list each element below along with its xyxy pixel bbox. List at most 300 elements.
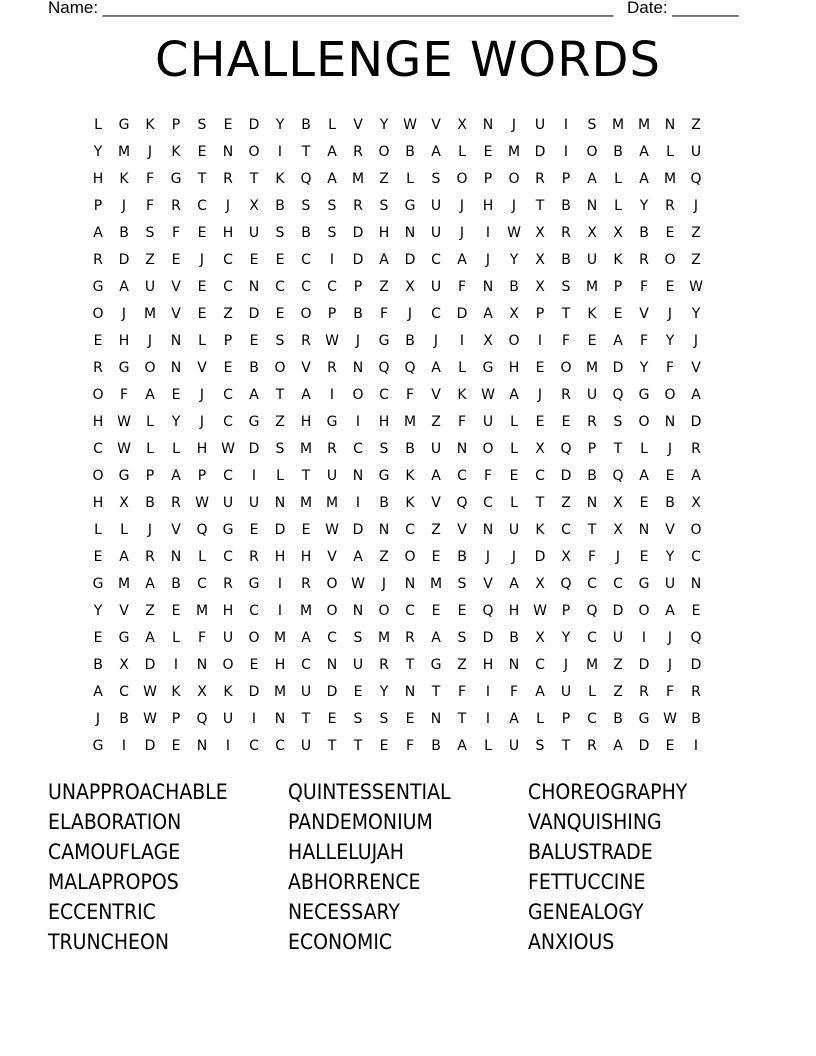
grid-letter: R [561, 225, 571, 241]
grid-row [85, 274, 709, 301]
grid-letter: S [353, 630, 363, 646]
grid-letter: U [222, 630, 234, 646]
grid-row [85, 166, 709, 193]
grid-letter: I [355, 495, 361, 511]
grid-letter: F [587, 549, 597, 565]
grid-letter: E [275, 252, 285, 268]
grid-letter: S [379, 198, 389, 214]
grid-letter: A [119, 549, 129, 565]
grid-letter: G [482, 360, 494, 376]
grid-letter: U [664, 576, 676, 592]
grid-letter: R [535, 171, 545, 187]
grid-letter: Z [379, 279, 389, 295]
grid-letter: A [431, 630, 441, 646]
grid-letter: L [614, 171, 622, 187]
grid-letter: I [329, 252, 335, 268]
grid-letter: G [92, 576, 104, 592]
grid-letter: D [326, 684, 338, 700]
grid-letter: E [171, 252, 181, 268]
grid-letter: Z [691, 117, 701, 133]
grid-letter: C [613, 576, 623, 592]
grid-letter: O [508, 333, 520, 349]
grid-letter: Y [93, 603, 103, 619]
grid-letter: H [222, 603, 234, 619]
grid-letter: R [171, 495, 181, 511]
grid-letter: E [509, 468, 519, 484]
grid-letter: Z [431, 522, 441, 538]
grid-letter: A [145, 630, 155, 646]
grid-letter: I [355, 414, 361, 430]
grid-letter: U [326, 468, 338, 484]
grid-letter: J [199, 387, 205, 403]
grid-letter: F [457, 279, 467, 295]
grid-letter: Y [639, 360, 649, 376]
grid-letter: N [170, 549, 182, 565]
grid-letter: E [535, 414, 545, 430]
grid-letter: N [274, 711, 286, 727]
grid-row [85, 463, 709, 490]
grid-letter: D [248, 117, 260, 133]
grid-letter: B [561, 252, 571, 268]
grid-letter: J [667, 630, 673, 646]
grid-letter: E [249, 252, 259, 268]
grid-letter: J [511, 117, 517, 133]
grid-letter: E [613, 306, 623, 322]
word-bank-item: ABHORRENCE [288, 870, 421, 894]
word-bank-item: TRUNCHEON [48, 930, 170, 954]
grid-letter: L [172, 441, 180, 457]
grid-letter: S [353, 711, 363, 727]
grid-letter: B [171, 576, 181, 592]
grid-letter: L [146, 441, 154, 457]
grid-letter: P [561, 171, 571, 187]
grid-letter: N [404, 684, 416, 700]
grid-letter: S [561, 279, 571, 295]
grid-letter: C [249, 738, 259, 754]
grid-letter: Z [431, 414, 441, 430]
grid-letter: C [587, 576, 597, 592]
grid-letter: A [457, 252, 467, 268]
grid-letter: O [92, 306, 104, 322]
grid-letter: A [119, 279, 129, 295]
grid-letter: M [585, 360, 599, 376]
grid-letter: S [535, 738, 545, 754]
grid-letter: N [664, 414, 676, 430]
word-bank-item: ELABORATION [48, 810, 182, 834]
grid-letter: E [561, 414, 571, 430]
grid-letter: X [535, 630, 545, 646]
grid-letter: N [482, 522, 494, 538]
grid-letter: Y [691, 306, 701, 322]
grid-letter: I [225, 738, 231, 754]
grid-letter: W [507, 225, 521, 241]
grid-letter: P [353, 279, 363, 295]
word-bank-item: NECESSARY [288, 900, 400, 924]
grid-letter: T [301, 468, 311, 484]
grid-letter: P [561, 711, 571, 727]
grid-letter: C [223, 252, 233, 268]
grid-letter: N [352, 360, 364, 376]
grid-letter: S [301, 198, 311, 214]
grid-letter: L [120, 522, 128, 538]
grid-letter: P [223, 333, 233, 349]
grid-letter: P [171, 117, 181, 133]
grid-letter: V [171, 306, 181, 322]
grid-letter: N [352, 603, 364, 619]
grid-letter: N [378, 522, 390, 538]
grid-letter: U [248, 225, 260, 241]
grid-letter: E [353, 684, 363, 700]
grid-letter: Z [275, 414, 285, 430]
grid-letter: S [197, 117, 207, 133]
grid-letter: F [665, 684, 675, 700]
grid-letter: I [121, 738, 127, 754]
grid-letter: M [585, 657, 599, 673]
grid-letter: H [300, 549, 312, 565]
grid-letter: B [275, 198, 285, 214]
grid-row [85, 409, 709, 436]
grid-letter: D [534, 549, 546, 565]
grid-letter: D [404, 252, 416, 268]
grid-letter: A [457, 738, 467, 754]
grid-letter: E [93, 549, 103, 565]
grid-letter: X [119, 495, 129, 511]
grid-letter: R [301, 576, 311, 592]
grid-letter: N [196, 738, 208, 754]
grid-letter: B [431, 738, 441, 754]
grid-letter: H [92, 171, 104, 187]
grid-row [85, 193, 709, 220]
grid-letter: U [222, 495, 234, 511]
grid-letter: I [251, 468, 257, 484]
grid-letter: W [143, 711, 157, 727]
grid-letter: C [223, 279, 233, 295]
grid-letter: I [485, 225, 491, 241]
grid-letter: E [171, 603, 181, 619]
grid-letter: N [482, 117, 494, 133]
grid-letter: N [482, 279, 494, 295]
grid-letter: O [326, 603, 338, 619]
grid-letter: Z [561, 495, 571, 511]
grid-letter: R [379, 657, 389, 673]
grid-letter: M [273, 630, 287, 646]
grid-letter: A [639, 468, 649, 484]
grid-letter: T [587, 522, 597, 538]
grid-letter: Q [560, 576, 572, 592]
grid-letter: J [511, 549, 517, 565]
grid-letter: C [483, 495, 493, 511]
grid-letter: P [613, 279, 623, 295]
grid-letter: C [249, 603, 259, 619]
grid-letter: L [510, 495, 518, 511]
grid-letter: M [117, 576, 131, 592]
grid-letter: M [299, 441, 313, 457]
grid-letter: H [508, 360, 520, 376]
grid-letter: N [222, 144, 234, 160]
grid-letter: L [146, 414, 154, 430]
name-field-line: Name: ______________________________________________________ [48, 0, 614, 17]
grid-letter: C [223, 414, 233, 430]
grid-letter: D [248, 684, 260, 700]
grid-letter: R [171, 198, 181, 214]
grid-letter: A [509, 711, 519, 727]
grid-letter: Y [379, 684, 389, 700]
grid-letter: E [587, 333, 597, 349]
grid-letter: N [664, 117, 676, 133]
grid-letter: J [121, 198, 127, 214]
grid-letter: R [353, 144, 363, 160]
grid-letter: O [248, 630, 260, 646]
grid-letter: A [509, 576, 519, 592]
grid-letter: O [560, 360, 572, 376]
grid-letter: C [223, 549, 233, 565]
grid-letter: L [458, 144, 466, 160]
grid-letter: B [145, 495, 155, 511]
grid-letter: H [118, 333, 130, 349]
grid-letter: L [94, 522, 102, 538]
grid-letter: F [665, 360, 675, 376]
grid-letter: C [353, 441, 363, 457]
grid-letter: L [458, 360, 466, 376]
grid-letter: E [171, 387, 181, 403]
grid-letter: B [353, 306, 363, 322]
grid-letter: J [563, 657, 569, 673]
grid-letter: Y [275, 117, 285, 133]
grid-letter: G [638, 576, 650, 592]
grid-letter: D [456, 306, 468, 322]
grid-letter: E [301, 522, 311, 538]
grid-letter: Z [145, 603, 155, 619]
grid-letter: G [118, 630, 130, 646]
grid-letter: W [403, 117, 417, 133]
grid-letter: W [117, 441, 131, 457]
grid-letter: Z [223, 306, 233, 322]
grid-letter: Z [691, 252, 701, 268]
grid-letter: U [430, 441, 442, 457]
grid-letter: E [483, 144, 493, 160]
grid-letter: Q [612, 468, 624, 484]
grid-letter: I [277, 144, 283, 160]
grid-letter: G [118, 468, 130, 484]
grid-letter: D [638, 738, 650, 754]
grid-letter: O [222, 657, 234, 673]
grid-letter: A [145, 576, 155, 592]
grid-letter: E [249, 333, 259, 349]
grid-letter: A [639, 144, 649, 160]
grid-letter: J [615, 549, 621, 565]
grid-letter: C [327, 630, 337, 646]
grid-letter: X [197, 684, 207, 700]
grid-letter: G [430, 657, 442, 673]
grid-letter: P [145, 468, 155, 484]
grid-letter: C [691, 549, 701, 565]
grid-letter: H [222, 225, 234, 241]
grid-letter: I [563, 144, 569, 160]
grid-letter: O [664, 252, 676, 268]
grid-letter: X [405, 279, 415, 295]
grid-letter: B [665, 495, 675, 511]
grid-letter: D [560, 468, 572, 484]
grid-letter: S [457, 576, 467, 592]
grid-letter: R [93, 252, 103, 268]
grid-letter: D [352, 522, 364, 538]
grid-letter: R [639, 684, 649, 700]
grid-letter: M [299, 603, 313, 619]
grid-letter: K [171, 684, 181, 700]
grid-letter: J [537, 387, 543, 403]
grid-letter: M [143, 306, 157, 322]
grid-letter: O [508, 171, 520, 187]
grid-letter: C [275, 738, 285, 754]
grid-letter: A [483, 306, 493, 322]
grid-letter: Q [482, 603, 494, 619]
grid-letter: Y [379, 117, 389, 133]
grid-letter: I [329, 387, 335, 403]
grid-letter: Q [196, 711, 208, 727]
grid-letter: T [353, 738, 363, 754]
grid-letter: R [145, 549, 155, 565]
grid-letter: Z [379, 549, 389, 565]
grid-letter: S [431, 171, 441, 187]
grid-letter: D [144, 657, 156, 673]
grid-letter: J [511, 198, 517, 214]
grid-letter: J [433, 333, 439, 349]
grid-letter: B [301, 117, 311, 133]
grid-row [85, 544, 709, 571]
grid-letter: E [639, 549, 649, 565]
grid-row [85, 139, 709, 166]
grid-letter: N [352, 468, 364, 484]
grid-letter: O [690, 522, 702, 538]
grid-letter: E [665, 468, 675, 484]
grid-letter: U [300, 738, 312, 754]
grid-letter: Y [665, 333, 675, 349]
grid-letter: M [663, 171, 677, 187]
grid-letter: X [119, 657, 129, 673]
grid-letter: R [691, 441, 701, 457]
grid-letter: V [119, 603, 129, 619]
grid-letter: N [274, 495, 286, 511]
grid-letter: O [326, 576, 338, 592]
grid-letter: B [405, 333, 415, 349]
grid-letter: T [301, 144, 311, 160]
grid-letter: G [638, 387, 650, 403]
grid-letter: U [222, 711, 234, 727]
grid-letter: U [560, 684, 572, 700]
grid-letter: J [147, 522, 153, 538]
grid-letter: K [119, 171, 129, 187]
grid-letter: C [457, 468, 467, 484]
grid-letter: M [585, 279, 599, 295]
grid-letter: C [431, 252, 441, 268]
grid-letter: O [352, 387, 364, 403]
grid-letter: T [535, 198, 545, 214]
grid-letter: X [587, 225, 597, 241]
word-bank [48, 780, 768, 960]
grid-letter: Z [691, 225, 701, 241]
grid-letter: N [248, 279, 260, 295]
word-bank-item: UNAPPROACHABLE [48, 780, 228, 804]
grid-letter: I [485, 711, 491, 727]
word-bank-item: VANQUISHING [528, 810, 662, 834]
grid-letter: I [693, 738, 699, 754]
grid-letter: Z [379, 171, 389, 187]
grid-row [85, 517, 709, 544]
grid-letter: S [587, 117, 597, 133]
grid-letter: L [172, 630, 180, 646]
grid-letter: X [483, 333, 493, 349]
grid-letter: A [613, 333, 623, 349]
grid-letter: T [197, 171, 207, 187]
grid-letter: O [92, 387, 104, 403]
grid-letter: X [535, 252, 545, 268]
word-bank-item: QUINTESSENTIAL [288, 780, 451, 804]
grid-letter: K [587, 306, 597, 322]
grid-letter: K [223, 684, 233, 700]
grid-letter: L [536, 711, 544, 727]
grid-letter: T [405, 657, 415, 673]
grid-letter: S [327, 225, 337, 241]
grid-letter: E [405, 711, 415, 727]
grid-letter: D [352, 225, 364, 241]
grid-letter: H [300, 414, 312, 430]
grid-letter: U [144, 279, 156, 295]
grid-letter: L [94, 117, 102, 133]
grid-letter: W [481, 387, 495, 403]
grid-row [85, 247, 709, 274]
grid-letter: L [198, 333, 206, 349]
grid-letter: M [273, 684, 287, 700]
grid-letter: V [171, 522, 181, 538]
grid-letter: V [665, 522, 675, 538]
grid-letter: M [637, 117, 651, 133]
word-bank-item: PANDEMONIUM [288, 810, 433, 834]
grid-letter: U [430, 225, 442, 241]
grid-letter: P [483, 171, 493, 187]
grid-letter: O [144, 360, 156, 376]
grid-letter: D [482, 630, 494, 646]
grid-letter: C [223, 468, 233, 484]
grid-letter: I [251, 711, 257, 727]
grid-letter: I [277, 576, 283, 592]
grid-letter: Z [613, 657, 623, 673]
word-bank-item: ANXIOUS [528, 930, 615, 954]
grid-row [85, 382, 709, 409]
grid-letter: T [249, 171, 259, 187]
grid-letter: P [171, 711, 181, 727]
grid-letter: N [404, 225, 416, 241]
grid-letter: W [195, 495, 209, 511]
grid-letter: W [325, 333, 339, 349]
grid-letter: R [327, 360, 337, 376]
grid-letter: U [690, 144, 702, 160]
date-field-line: Date: _______ [627, 0, 739, 17]
grid-letter: R [665, 198, 675, 214]
grid-letter: L [198, 549, 206, 565]
grid-row [85, 328, 709, 355]
grid-letter: C [535, 657, 545, 673]
grid-row [85, 436, 709, 463]
grid-row [85, 490, 709, 517]
grid-letter: T [561, 738, 571, 754]
grid-letter: U [586, 387, 598, 403]
grid-letter: D [612, 360, 624, 376]
grid-letter: J [485, 549, 491, 565]
grid-letter: E [665, 738, 675, 754]
grid-letter: J [381, 576, 387, 592]
grid-letter: O [664, 387, 676, 403]
grid-letter: U [430, 198, 442, 214]
